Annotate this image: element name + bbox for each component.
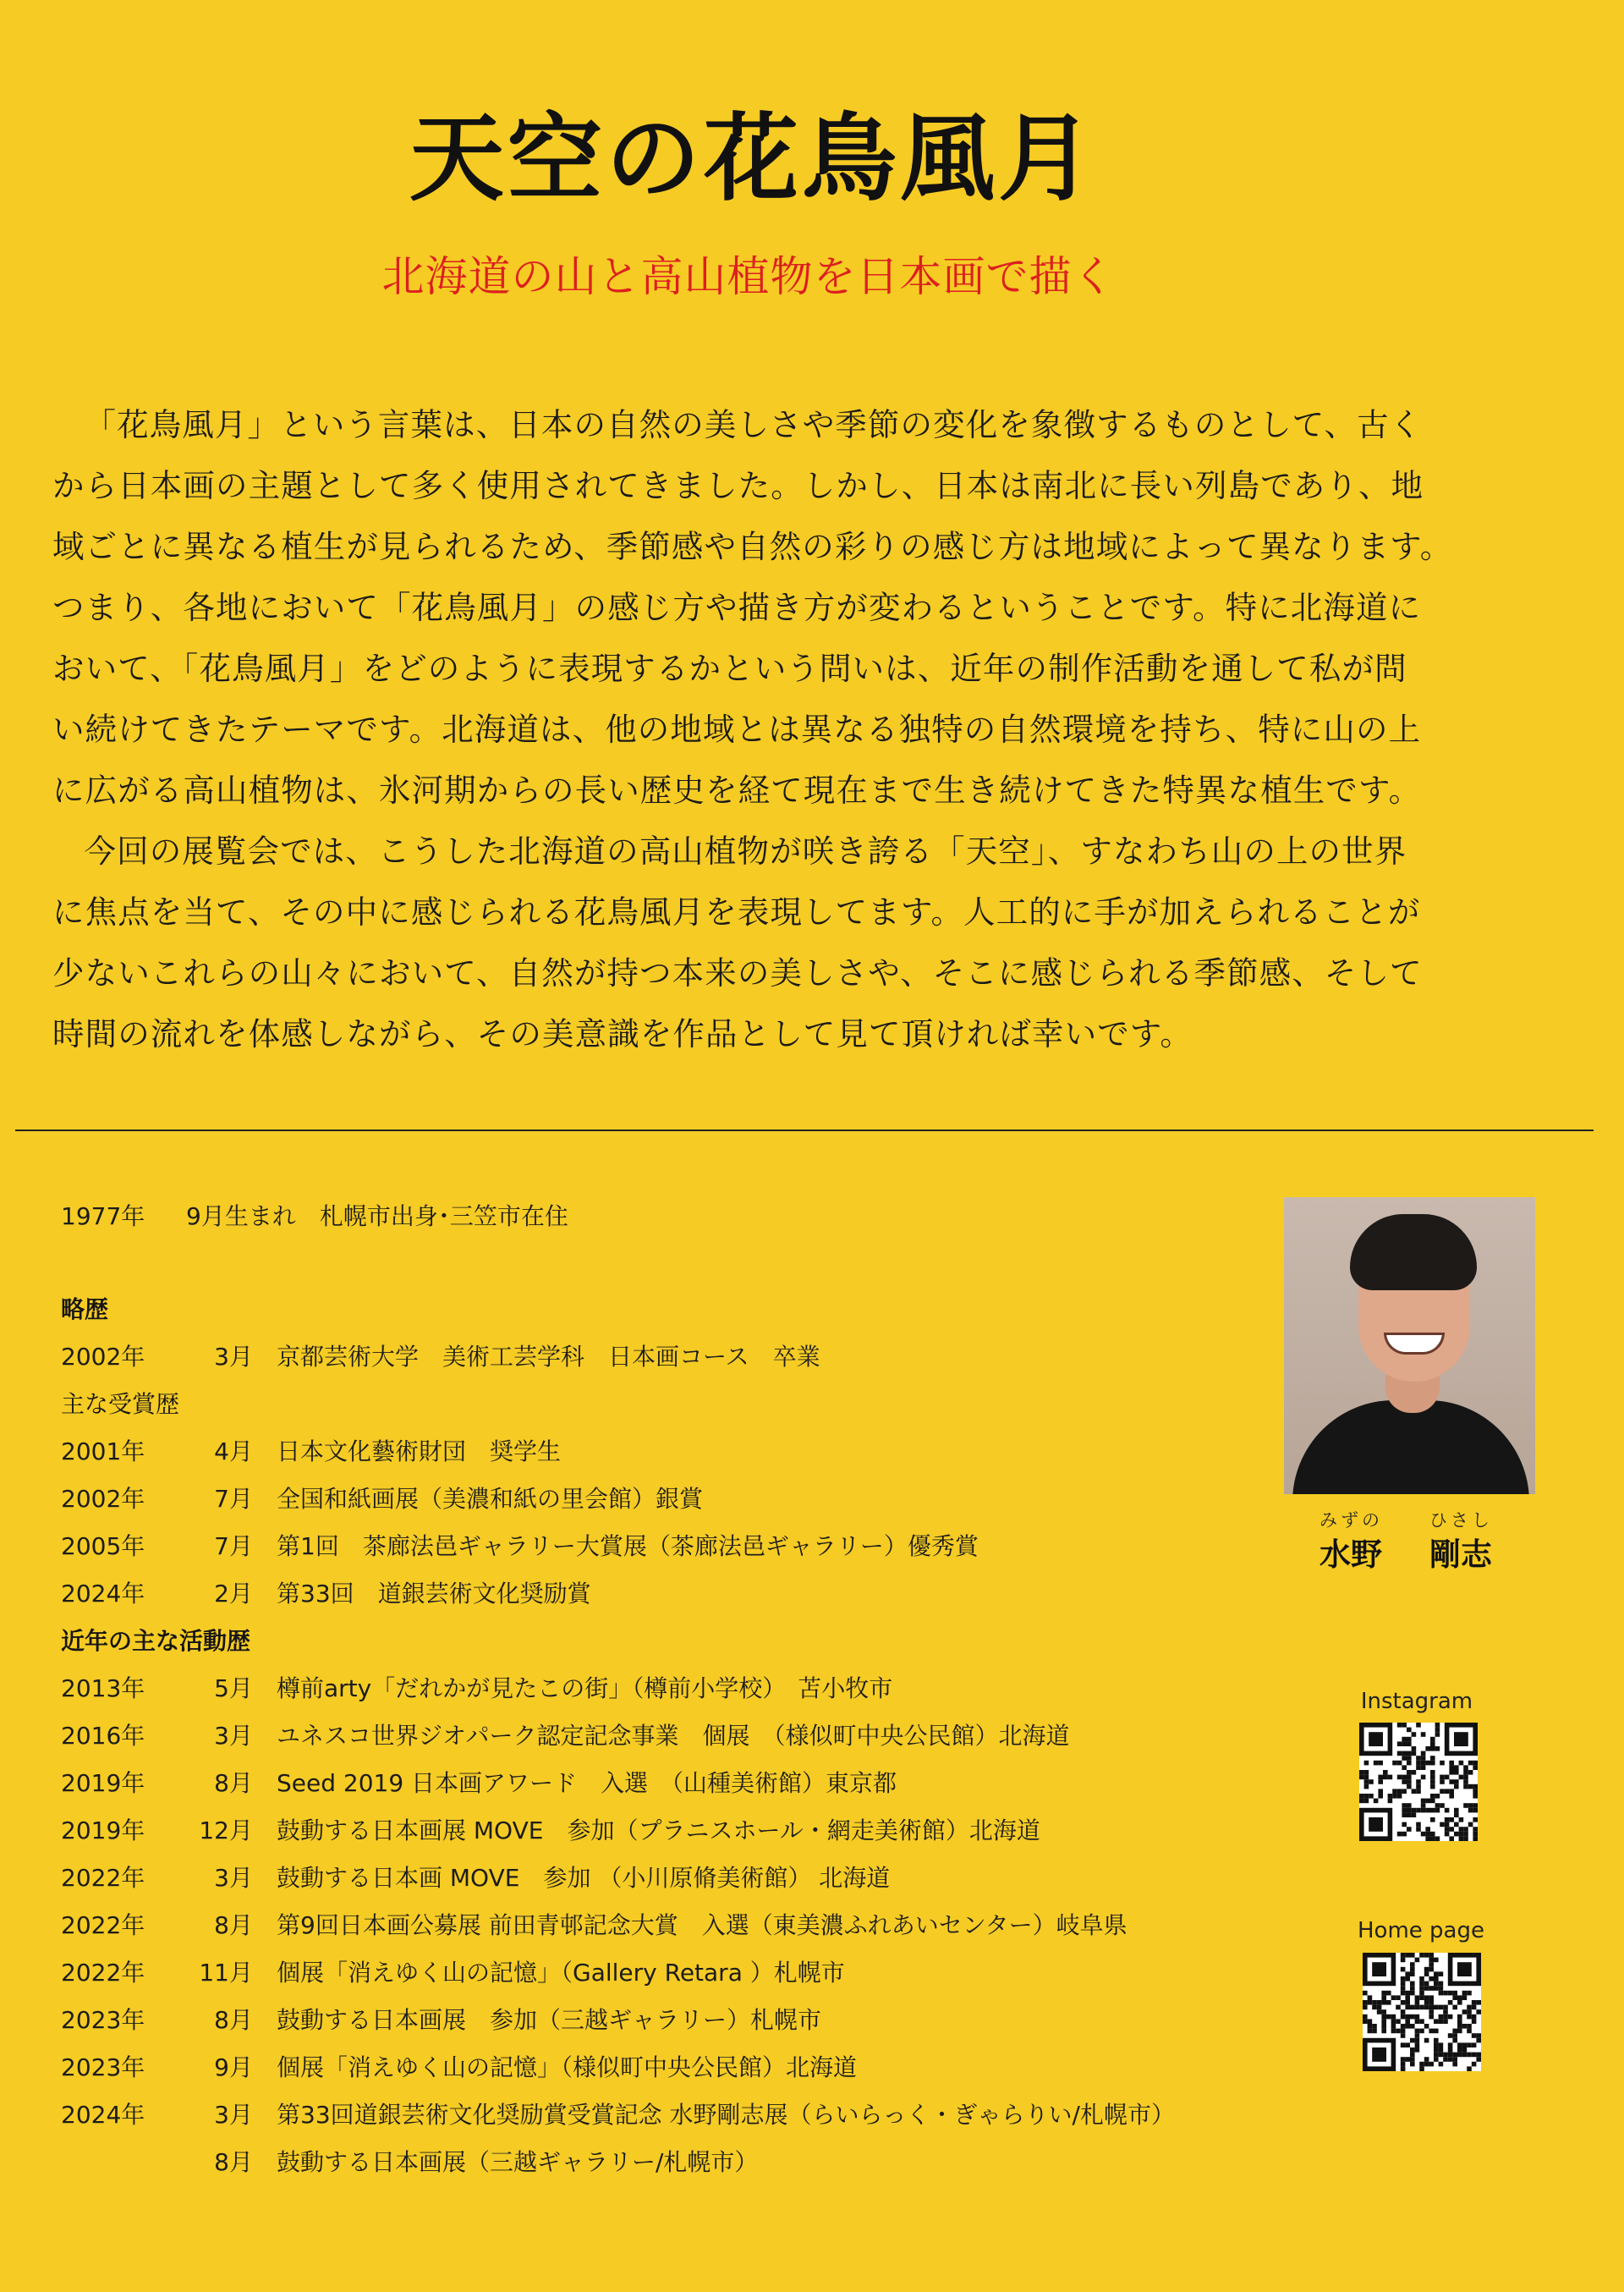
- row-year: 2013年: [61, 1674, 145, 1702]
- row-year: 2001年: [61, 1437, 145, 1465]
- row-text: 全国和紙画展（美濃和紙の里会館）銀賞: [277, 1485, 704, 1513]
- award-row: [61, 1570, 1245, 1618]
- awards-heading: 主な受賞歴: [61, 1390, 180, 1418]
- ruby-family-name: みずの: [1320, 1510, 1383, 1531]
- instagram-qr-code-icon[interactable]: [1359, 1723, 1478, 1841]
- row-month: 8月: [214, 2148, 253, 2176]
- activities-heading: 近年の主な活動歴: [61, 1627, 251, 1655]
- intro-line: 域ごとに異なる植生が見られるため、季節感や自然の彩りの感じ方は地域によって異なります。: [52, 528, 1453, 565]
- row-year: 2022年: [61, 1864, 145, 1892]
- award-row: [61, 1476, 1245, 1523]
- row-year: 2019年: [61, 1817, 145, 1844]
- row-text: 京都芸術大学 美術工芸学科 日本画コース 卒業: [277, 1343, 820, 1371]
- row-month: 12月: [199, 1817, 253, 1844]
- row-year: 2002年: [61, 1485, 145, 1513]
- row-month: 8月: [214, 2006, 253, 2034]
- row-text: 鼓動する日本画 MOVE 参加 （小川原脩美術館） 北海道: [277, 1864, 891, 1892]
- intro-line: に広がる高山植物は、氷河期からの長い歴史を経て現在まで生き続けてきた特異な植生です。: [52, 772, 1422, 809]
- history-heading: 略歴: [61, 1295, 109, 1323]
- intro-text: [52, 394, 1575, 1064]
- row-month: 9月: [214, 2053, 253, 2081]
- row-text: 第33回道銀芸術文化奨励賞受賞記念 水野剛志展（らいらっく・ぎゃらりい/札幌市）: [277, 2101, 1175, 2129]
- row-month: 3月: [214, 1864, 253, 1892]
- row-year: 2024年: [61, 2101, 145, 2129]
- row-text: 鼓動する日本画展 MOVE 参加（プラニスホール・網走美術館）北海道: [277, 1817, 1040, 1844]
- activity-row: [61, 1807, 1245, 1855]
- row-text: Seed 2019 日本画アワード 入選 （山種美術館）東京都: [277, 1769, 897, 1797]
- activities-list: [61, 1665, 1245, 2186]
- instagram-label: Instagram: [1360, 1689, 1473, 1714]
- intro-line: から日本画の主題として多く使用されてきました。しかし、日本は南北に長い列島であり、地: [52, 467, 1424, 504]
- activity-row: [61, 1997, 1245, 2044]
- poster-title: 天空の花鳥風月: [409, 103, 1096, 214]
- intro-line: 今回の展覧会では、こうした北海道の高山植物が咲き誇る「天空」、すなわち山の上の世界: [84, 833, 1407, 870]
- intro-line: おいて、「花鳥風月」をどのように表現するかという問いは、近年の制作活動を通して私が問: [52, 650, 1407, 687]
- row-month: 3月: [214, 1722, 253, 1750]
- intro-line: に焦点を当て、その中に感じられる花鳥風月を表現してます。人工的に手が加えられることが: [52, 893, 1421, 931]
- ruby-given-name: ひさし: [1429, 1510, 1493, 1531]
- homepage-label: Home page: [1358, 1918, 1484, 1943]
- row-year: 2023年: [61, 2053, 145, 2081]
- row-year: 2022年: [61, 1911, 145, 1939]
- row-month: 3月: [214, 1343, 253, 1371]
- artist-portrait: [1284, 1197, 1535, 1494]
- row-month: 3月: [214, 2101, 253, 2129]
- artist-biography: [61, 1193, 1245, 2186]
- row-month: 8月: [214, 1769, 253, 1797]
- row-text: 樽前arty「だれかが見たこの街」（樽前小学校） 苫小牧市: [277, 1674, 893, 1702]
- activity-row: [61, 1712, 1245, 1760]
- activity-row: [61, 1949, 1245, 1997]
- artist-family-name: 水野: [1320, 1536, 1382, 1573]
- awards-list: [61, 1428, 1245, 1618]
- activity-row: [61, 2044, 1245, 2091]
- row-month: 11月: [199, 1959, 253, 1987]
- intro-line: 少ないこれらの山々において、自然が持つ本来の美しさや、そこに感じられる季節感、そして: [52, 954, 1423, 992]
- row-year: 2024年: [61, 1580, 145, 1608]
- birth-year: 1977年: [61, 1202, 145, 1230]
- intro-line: 「花鳥風月」という言葉は、日本の自然の美しさや季節の変化を象徴するものとして、古く: [84, 406, 1423, 443]
- row-text: 個展「消えゆく山の記憶」（Gallery Retara ）札幌市: [277, 1959, 845, 1987]
- row-year: 2022年: [61, 1959, 145, 1987]
- row-text: 日本文化藝術財団 奨学生: [277, 1437, 562, 1465]
- row-year: 2019年: [61, 1769, 145, 1797]
- activity-row: [61, 1855, 1245, 1902]
- homepage-qr-code-icon[interactable]: [1363, 1953, 1481, 2071]
- row-text: 第1回 茶廊法邑ギャラリー大賞展（茶廊法邑ギャラリー）優秀賞: [277, 1532, 979, 1560]
- activity-row: [61, 1760, 1245, 1807]
- award-row: [61, 1523, 1245, 1570]
- row-month: 7月: [214, 1485, 253, 1513]
- award-row: [61, 1428, 1245, 1476]
- row-month: 4月: [214, 1437, 253, 1465]
- activity-row: [61, 2091, 1245, 2139]
- row-month: 5月: [214, 1674, 253, 1702]
- row-year: 2016年: [61, 1722, 145, 1750]
- row-year: 2023年: [61, 2006, 145, 2034]
- intro-line: 時間の流れを体感しながら、その美意識を作品として見て頂ければ幸いです。: [52, 1015, 1193, 1053]
- row-text: 鼓動する日本画展（三越ギャラリー/札幌市）: [277, 2148, 759, 2176]
- section-divider: [15, 1130, 1594, 1131]
- row-month: 7月: [214, 1532, 253, 1560]
- birth-place: 札幌市出身･三笠市在住: [319, 1202, 568, 1230]
- row-text: 第9回日本画公募展 前田青邨記念大賞 入選（東美濃ふれあいセンター）岐阜県: [277, 1911, 1127, 1939]
- education-row: [61, 1333, 1245, 1381]
- birth-line: [61, 1193, 1245, 1240]
- row-text: 第33回 道銀芸術文化奨励賞: [277, 1580, 591, 1608]
- row-text: 鼓動する日本画展 参加（三越ギャラリー）札幌市: [277, 2006, 822, 2034]
- row-month: 2月: [214, 1580, 253, 1608]
- row-text: 個展「消えゆく山の記憶」（様似町中央公民館）北海道: [277, 2053, 858, 2081]
- row-year: 2002年: [61, 1343, 145, 1371]
- row-month: 8月: [214, 1911, 253, 1939]
- artist-given-name: 剛志: [1429, 1536, 1492, 1573]
- intro-line: い続けてきたテーマです。北海道は、他の地域とは異なる独特の自然環境を持ち、特に山の上: [52, 711, 1422, 748]
- activity-row: [61, 2139, 1245, 2186]
- intro-line: つまり、各地において「花鳥風月」の感じ方や描き方が変わるということです。特に北海道に: [52, 589, 1422, 626]
- row-year: 2005年: [61, 1532, 145, 1560]
- activity-row: [61, 1902, 1245, 1949]
- birth-month: 9月生まれ: [186, 1202, 296, 1230]
- row-text: ユネスコ世界ジオパーク認定記念事業 個展 （様似町中央公民館）北海道: [277, 1722, 1070, 1750]
- activity-row: [61, 1665, 1245, 1712]
- poster-subtitle: 北海道の山と高山植物を日本画で描く: [381, 252, 1116, 301]
